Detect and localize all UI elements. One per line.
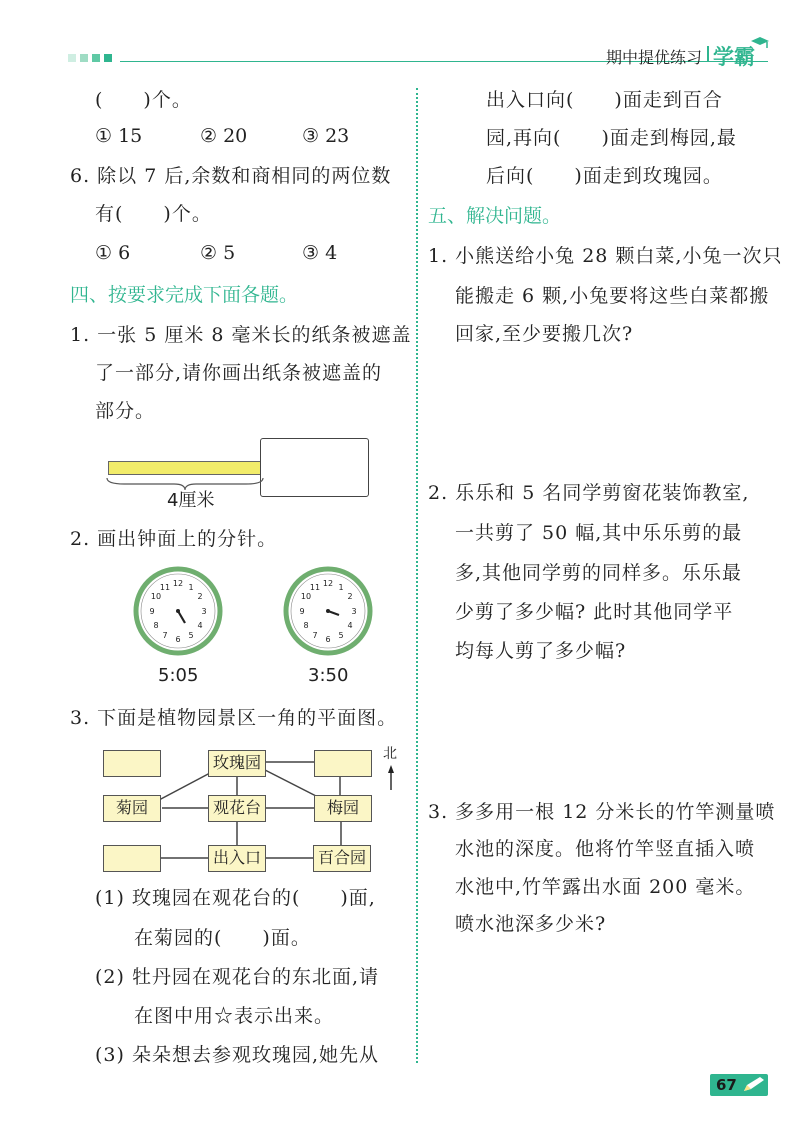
svg-text:1: 1	[188, 583, 194, 592]
q5-tail: ( )个。	[95, 89, 192, 111]
q3-3-line2: 出入口向( )面走到百合	[486, 89, 723, 111]
problem-2-line4: 少剪了多少幅? 此时其他同学平	[455, 601, 734, 623]
map-empty-box-nw[interactable]	[103, 750, 161, 777]
q3-3-line3: 园,再向( )面走到梅园,最	[486, 127, 737, 149]
svg-text:3: 3	[351, 607, 357, 616]
map-entrance: 出入口	[208, 845, 266, 872]
q6-line2: 有( )个。	[95, 203, 212, 225]
svg-text:12: 12	[172, 579, 184, 588]
svg-text:1: 1	[338, 583, 344, 592]
north-label: 北	[383, 746, 397, 762]
svg-text:11: 11	[159, 583, 171, 592]
section-4-heading: 四、按要求完成下面各题。	[70, 284, 299, 306]
q1-line2: 了一部分,请你画出纸条被遮盖的	[95, 362, 383, 384]
map-chrysanthemum-garden: 菊园	[103, 795, 161, 822]
q3-1-line2: 在菊园的( )面。	[134, 927, 311, 949]
brand-logo: 学霸	[713, 45, 755, 69]
svg-text:8: 8	[153, 621, 159, 630]
q5-option-2: ② 20	[200, 125, 248, 147]
pencil-icon	[741, 1076, 767, 1094]
svg-text:4: 4	[197, 621, 203, 630]
problem-2-line3: 多,其他同学剪的同样多。乐乐最	[455, 562, 743, 584]
q3-text: 3. 下面是植物园景区一角的平面图。	[70, 707, 398, 729]
q1-line3: 部分。	[95, 400, 156, 422]
page-number: 67	[716, 1076, 737, 1094]
problem-3-line4: 喷水池深多少米?	[455, 913, 607, 935]
svg-text:10: 10	[150, 592, 162, 601]
q6-option-3: ③ 4	[302, 242, 338, 264]
svg-text:10: 10	[300, 592, 312, 601]
q2-text: 2. 画出钟面上的分针。	[70, 528, 278, 550]
map-empty-box-sw[interactable]	[103, 845, 161, 872]
q6-option-1: ① 6	[95, 242, 131, 264]
svg-text:6: 6	[325, 635, 331, 644]
map-rose-garden: 玫瑰园	[208, 750, 266, 777]
svg-text:7: 7	[162, 631, 168, 640]
svg-text:6: 6	[175, 635, 181, 644]
svg-text:12: 12	[322, 579, 334, 588]
strip-length-label: 4厘米	[167, 490, 215, 511]
map-lily-garden: 百合园	[313, 845, 371, 872]
problem-1-line3: 回家,至少要搬几次?	[455, 323, 634, 345]
q5-option-1: ① 15	[95, 125, 143, 147]
svg-text:5: 5	[338, 631, 344, 640]
svg-text:4: 4	[347, 621, 353, 630]
problem-3-line2: 水池的深度。他将竹竿竖直插入喷	[455, 838, 756, 860]
problem-1-line2: 能搬走 6 颗,小兔要将这些白菜都搬	[455, 285, 770, 307]
q3-1-line1: (1) 玫瑰园在观花台的( )面,	[95, 887, 376, 909]
svg-text:8: 8	[303, 621, 309, 630]
map-empty-box-ne[interactable]	[314, 750, 372, 777]
q6-option-2: ② 5	[200, 242, 236, 264]
q1-line1: 1. 一张 5 厘米 8 毫米长的纸条被遮盖	[70, 324, 412, 346]
svg-text:9: 9	[149, 607, 155, 616]
map-viewing-platform: 观花台	[208, 795, 266, 822]
q5-option-3: ③ 23	[302, 125, 350, 147]
svg-text:5: 5	[188, 631, 194, 640]
problem-2-line5: 均每人剪了多少幅?	[455, 640, 627, 662]
clock-1-time: 5:05	[158, 665, 199, 686]
header-title: 期中提优练习	[606, 48, 703, 67]
q6-line1: 6. 除以 7 后,余数和商相同的两位数	[70, 165, 392, 187]
map-plum-garden: 梅园	[314, 795, 372, 822]
svg-text:11: 11	[309, 583, 321, 592]
svg-text:3: 3	[201, 607, 207, 616]
svg-text:2: 2	[197, 592, 203, 601]
problem-3-line3: 水池中,竹竿露出水面 200 毫米。	[455, 876, 756, 898]
svg-text:7: 7	[312, 631, 318, 640]
svg-text:9: 9	[299, 607, 305, 616]
q3-3-line1: (3) 朵朵想去参观玫瑰园,她先从	[95, 1044, 379, 1066]
problem-2-line2: 一共剪了 50 幅,其中乐乐剪的最	[455, 522, 743, 544]
problem-2-line1: 2. 乐乐和 5 名同学剪窗花装饰教室,	[428, 482, 750, 504]
problem-1-line1: 1. 小熊送给小兔 28 颗白菜,小兔一次只	[428, 245, 783, 267]
clock-2-time: 3:50	[308, 665, 349, 686]
q3-2-line1: (2) 牡丹园在观花台的东北面,请	[95, 966, 379, 988]
svg-text:2: 2	[347, 592, 353, 601]
q3-2-line2: 在图中用☆表示出来。	[134, 1005, 335, 1027]
problem-3-line1: 3. 多多用一根 12 分米长的竹竿测量喷	[428, 801, 776, 823]
q3-3-line4: 后向( )面走到玫瑰园。	[486, 165, 723, 187]
section-5-heading: 五、解决问题。	[428, 205, 562, 227]
